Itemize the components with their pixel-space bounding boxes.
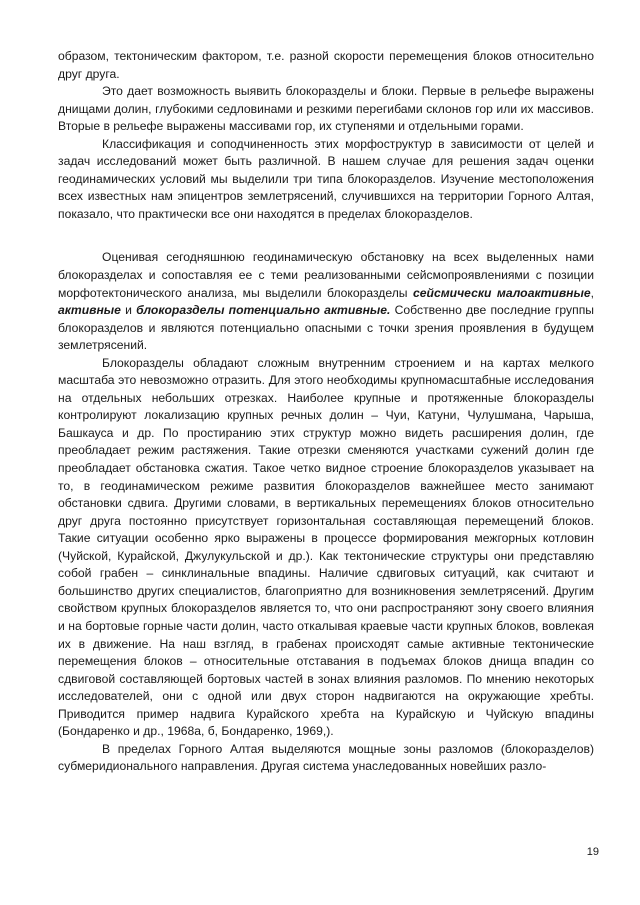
paragraph-2: Это дает возможность выявить блокоразделы и блоки. Первые в рельефе выражены днищами долин, глубокими седловинами и резкими перегибами склонов гор или их массивов. Вторые в рельефе выражены массивами гор, их ступенями и отдельными горами. — [58, 84, 594, 134]
term-seismically-low-active: сейсмически малоактивные — [413, 285, 591, 300]
paragraph-spacer — [58, 223, 594, 249]
paragraph-3: Классификация и соподчиненность этих морфоструктур в зависимости от целей и задач исследований может быть различной. В нашем случае для решения задач оценки геодинамических условий мы выделили три типа блокоразделов. Изучение местоположения всех известных нам эпицентров землетрясений, случившихся на территории Горного Алтая, показало, что практически все они находятся в пределах блокоразделов. — [58, 136, 594, 221]
paragraph-6: В пределах Горного Алтая выделяются мощные зоны разломов (блокоразделов) субмеридионального направления. Другая система унаследованных новейших разло- — [58, 741, 594, 774]
paragraph-4-text-2: , — [590, 285, 595, 300]
term-potentially-active: блокоразделы потенциально активные. — [136, 303, 391, 318]
paragraph-4-text-4: Собственно две последние группы блокоразделов и являются потенциально опасными с точки зрения проявления в будущем землетрясений. — [58, 303, 594, 353]
paragraph-1: образом, тектоническим фактором, т.е. разной скорости перемещения блоков относительно друг друга. — [58, 49, 594, 81]
paragraph-4 — [58, 249, 594, 354]
paragraph-5: Блокоразделы обладают сложным внутренним строением и на картах мелкого масштаба это невозможно отразить. Для этого необходимы крупномасштабные исследования на отдельных небольших отрезках. Наиболее крупные и протяженные блокоразделы контролируют локализацию крупных речных долин – Чуи, Катуни, Чулушмана, Чарыша, Башкауса и др. По простиранию этих структур можно видеть расширения долин, где преобладает режим растяжения. Такие отрезки сменяются участками сужений долин где преобладает обстановка сжатия. Такое четко видное строение блокоразделов указывает на то, в геодинамическом режиме развития блокоразделов важнейшее место занимают обстановки сдвига. Другими словами, в вертикальных перемещениях блоков относительно друг друга постоянно присутствует горизонтальная составляющая перемещений блоков. Такие ситуации особенно ярко выражены в процессе формирования межгорных котловин (Чуйской, Курайской, Джулукульской и др.). Как тектонические структуры они представляю собой грабен – синклинальные впадины. Наличие сдвиговых ситуаций, как считают и большинство других специалистов, благоприятно для возникновения землетрясений. Другим свойством крупных блокоразделов является то, что они распространяют зону своего влияния и на бортовые горные части долин, часто откалывая краевые части крупных блоков, вовлекая их в движение. На наш взгляд, в грабенах происходят самые активные тектонические перемещения блоков – относительные отставания в подъемах блоков днища впадин со сдвиговой составляющей бортовых частей в зонах влияния разломов. По мнению некоторых исследователей, они с одной или двух сторон надвигаются на окружающие хребты. Приводится пример надвига Курайского хребта на Курайскую и Чуйскую впадины (Бондаренко и др., 1968а, б, Бондаренко, 1969,). — [58, 355, 594, 739]
term-active: активные — [58, 303, 121, 318]
page-number: 19 — [586, 846, 599, 858]
paragraph-4-text-1: Оценивая сегодняшнюю геодинамическую обстановку на всех выделенных нами блокоразделах и сопоставляя ее с теми реализованными сейсмопроявлениями с позиции морфотектонического анализа, мы выделили блокоразделы — [58, 250, 594, 300]
paragraph-4-text-3: и — [120, 303, 137, 318]
body-text — [58, 48, 594, 776]
